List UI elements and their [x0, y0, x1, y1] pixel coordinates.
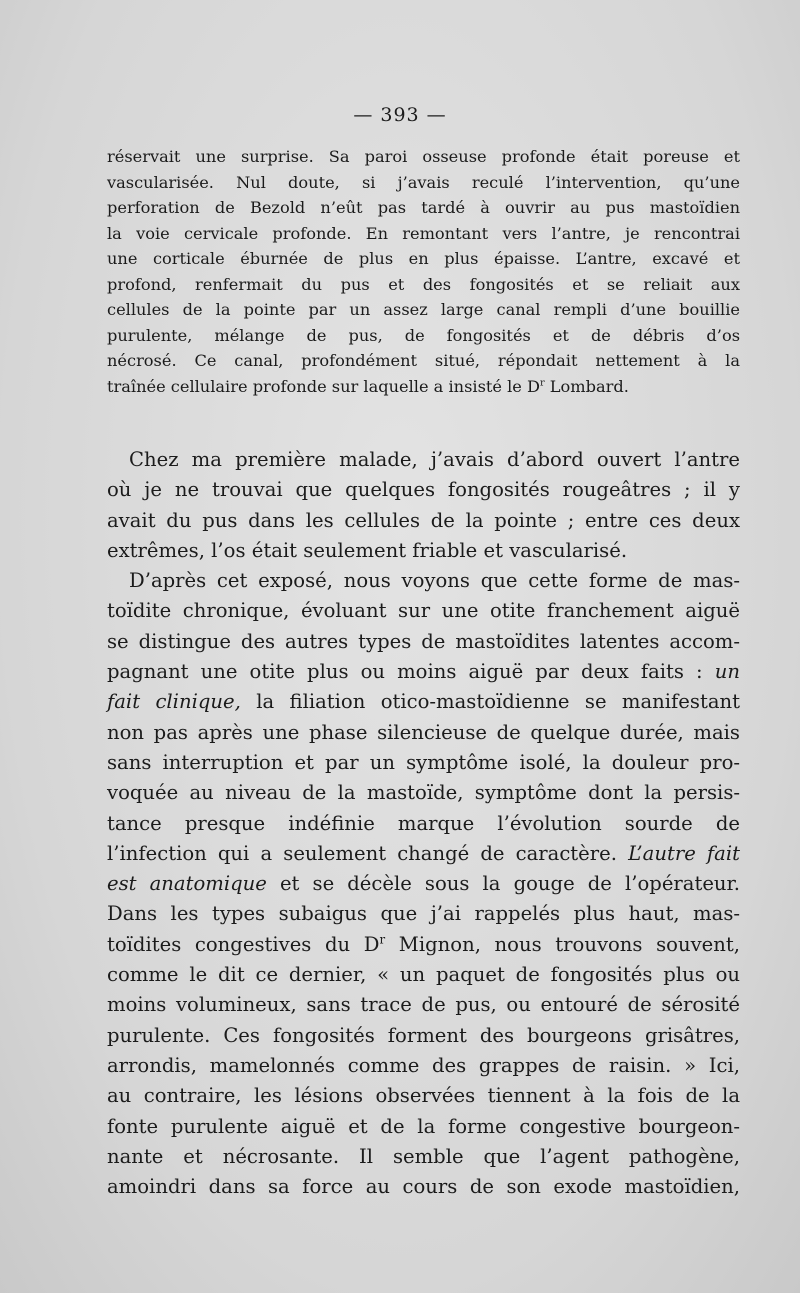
text-line [107, 374, 740, 400]
superscript: r [539, 377, 545, 389]
text-line: nante et nécrosante. Il semble que l’agent pathogène, [107, 1144, 740, 1168]
paragraph-discussion [107, 566, 740, 1202]
text-line: avait du pus dans les cellules de la pointe ; entre ces deux [107, 508, 740, 532]
text-line: purulente, mélange de pus, de fongosités et de débris d’os [107, 325, 740, 345]
text-line: nécrosé. Ce canal, profondément situé, répondait nettement à la [107, 351, 740, 370]
text-line: sans interruption et par un symptôme isolé, la douleur pro- [107, 750, 740, 774]
text-line: une corticale éburnée de plus en plus épaisse. L’antre, excavé et [107, 249, 740, 268]
text-line: moins volumineux, sans trace de pus, ou entouré de sérosité [107, 993, 740, 1017]
text-line: amoindri dans sa force au cours de son exode mastoïdien, [107, 1175, 740, 1199]
paragraph-first-patient [107, 445, 740, 566]
text-line: non pas après une phase silencieuse de quelque durée, mais [107, 720, 740, 744]
page-number: — 393 — [353, 104, 447, 126]
text-line [107, 869, 740, 899]
text-line: D’après cet exposé, nous voyons que cette forme de mas- [129, 569, 740, 593]
italic-run: L’autre fait [628, 841, 740, 865]
text-run: et se décèle sous la gouge de l’opérateur. [266, 872, 740, 896]
text-line: purulente. Ces fongosités forment des bourgeons grisâtres, [107, 1023, 740, 1047]
italic-run: fait clinique, [107, 690, 241, 714]
text-line [107, 657, 740, 687]
text-run: traînée cellulaire profonde sur laquelle a insisté le D [107, 376, 540, 396]
text-line: comme le dit ce dernier, « un paquet de fongosités plus ou [107, 963, 740, 987]
main-text [107, 445, 740, 1202]
text-run: toïdites congestives du D [107, 932, 380, 956]
text-run: Mignon, nous trouvons souvent, [385, 932, 740, 956]
text-line: où je ne trouvai que quelques fongosités rougeâtres ; il y [107, 478, 740, 502]
italic-run: un [714, 660, 740, 684]
text-line: fonte purulente aiguë et de la forme congestive bourgeon- [107, 1114, 740, 1138]
text-line: réservait une surprise. Sa paroi osseuse profonde était poreuse et [107, 147, 740, 166]
text-line: voquée au niveau de la mastoïde, symptôme dont la persis- [107, 781, 740, 805]
text-line: profond, renfermait du pus et des fongosités et se reliait aux [107, 274, 740, 294]
text-line: vascularisée. Nul doute, si j’avais reculé l’intervention, qu’une [107, 172, 740, 192]
text-line: arrondis, mamelonnés comme des grappes de raisin. » Ici, [107, 1053, 740, 1077]
text-line: Chez ma première malade, j’avais d’abord ouvert l’antre [129, 448, 740, 471]
text-line [107, 839, 740, 869]
text-line: Dans les types subaigus que j’ai rappelés plus haut, mas- [107, 902, 740, 926]
text-line: tance presque indéfinie marque l’évolution sourde de [107, 811, 740, 835]
superscript: r [379, 932, 386, 947]
paragraph-case-report [107, 144, 740, 399]
text-line: la voie cervicale profonde. En remontant vers l’antre, je rencontrai [107, 223, 740, 243]
italic-run: est anatomique [107, 872, 267, 896]
text-line: toïdite chronique, évoluant sur une otite franchement aiguë [107, 599, 740, 623]
text-line: cellules de la pointe par un assez large canal rempli d’une bouillie [107, 300, 740, 319]
text-line: extrêmes, l’os était seulement friable et vascularisé. [107, 538, 628, 562]
text-line: au contraire, les lésions observées tiennent à la fois de la [107, 1084, 740, 1108]
text-line [107, 930, 740, 960]
text-line: perforation de Bezold n’eût pas tardé à ouvrir au pus mastoïdien [107, 198, 740, 217]
text-run: Lombard. [544, 376, 629, 396]
text-run: l’infection qui a seulement changé de caractère. [107, 841, 629, 865]
text-run: pagnant une otite plus ou moins aiguë par deux faits : [107, 660, 715, 684]
text-line [107, 687, 740, 717]
text-line: se distingue des autres types de mastoïdites latentes accom- [107, 629, 740, 653]
text-run: la filiation otico-mastoïdienne se manifestant [240, 690, 741, 714]
